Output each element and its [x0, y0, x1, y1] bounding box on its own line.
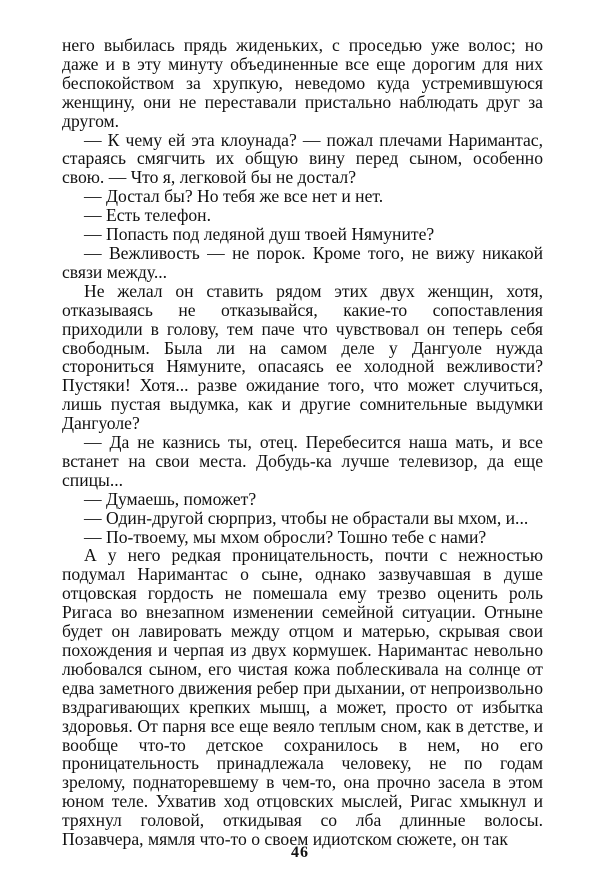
- paragraph: — Есть телефон.: [84, 205, 211, 226]
- paragraph: — Достал бы? Но тебя же все нет и нет.: [84, 186, 384, 207]
- paragraph: — Да не казнись ты, отец. Перебесится наша мать, и все встанет на свои места. Добудь-ка лучше телевизор, да еще спицы...: [62, 432, 543, 490]
- paragraph: — Думаешь, поможет?: [84, 488, 257, 509]
- paragraph: него выбилась прядь жиденьких, с проседью уже волос; но даже и в эту минуту объединенные все еще дорогим для них беспокойством за хрупкую, неведомо куда устремившуюся женщину, они не переставали пристально наблюдать друг за другом.: [62, 35, 543, 131]
- paragraph: — По-твоему, мы мхом обросли? Тошно тебе с нами?: [84, 526, 487, 547]
- page-number: 46: [291, 844, 309, 861]
- paragraph: — К чему ей эта клоунада? — пожал плечами Наримантас, стараясь смягчить их общую вину перед сыном, особенно свою. — Что я, легковой бы не достал?: [62, 129, 543, 188]
- paragraph: — Попасть под ледяной душ твоей Нямуните?: [84, 224, 435, 245]
- paragraph: — Один-другой сюрприз, чтобы не обрастали вы мхом, и...: [84, 507, 529, 528]
- text-block: [62, 36, 543, 849]
- page-body: [62, 36, 543, 849]
- paragraph: — Вежливость — не порок. Кроме того, не вижу никакой связи между...: [62, 242, 543, 282]
- paragraph: А у него редкая проницательность, почти с нежностью подумал Наримантас о сыне, однако зазвучавшая в душе отцовская гордость не помешала ему трезво оценить роль Ригаса во внезапном изменении семейной ситуации. Отныне будет он лавировать между отцом и матерью, скрывая свои похождения и черпая из двух кормушек. Наримантас невольно любовался сыном, его чистая кожа поблескивала на солнце от едва заметного движения ребер при дыхании, от непроизвольно вздрагивающих крепких мышц, а может, просто от избытка здоровья. От парня все еще веяло теплым сном, как в детстве, и вообще что-то детское сохранилось в нем, но его проницательность принадлежала человеку, не по годам зрелому, поднаторевшему в чем-то, она прочно засела в этом юном теле. Ухватив ход отцовских мыслей, Ригас хмыкнул и тряхнул головой, откидывая со лба длинные волосы. Позавчера, мямля что-то о своем идиотском сюжете, он так: [62, 545, 543, 850]
- paragraph: Не желал он ставить рядом этих двух женщин, хотя, отказываясь не отказывайся, какие-то сопоставления приходили в голову, тем паче что чувствовал он теперь себя свободным. Была ли на самом деле у Дангуоле нужда сторониться Нямуните, опасаясь ее холодной вежливости? Пустяки! Хотя... разве ожидание того, что может случиться, лишь пустая выдумка, как и другие сомнительные выдумки Дангуоле?: [62, 280, 543, 434]
